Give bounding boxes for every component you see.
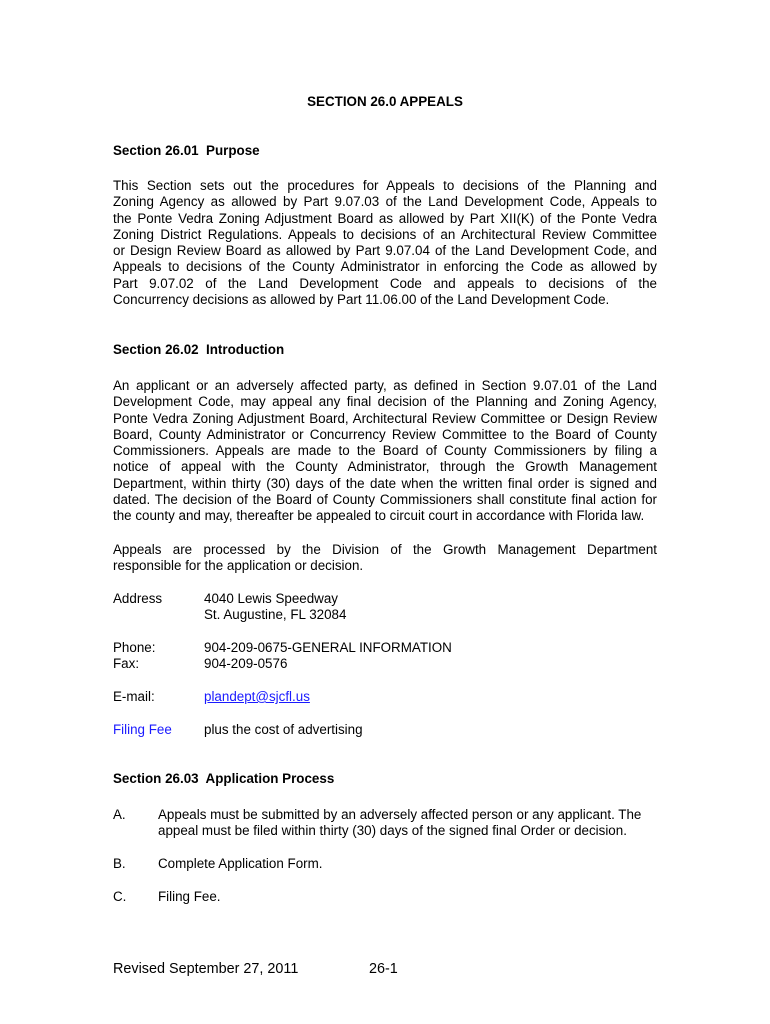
text-line: This Section sets out the procedures for Appeals to decisions of the Planning and (113, 178, 657, 193)
purpose-paragraph (113, 178, 657, 308)
filing-fee-value: plus the cost of advertising (204, 722, 363, 737)
text-line: responsible for the application or decision. (113, 558, 364, 574)
section-heading-application-process: Section 26.03 Application Process (113, 771, 335, 786)
section-heading-introduction: Section 26.02 Introduction (113, 342, 285, 357)
text-line: Filing Fee. (158, 889, 221, 904)
email-link[interactable]: plandept@sjcfl.us (204, 689, 310, 704)
text-line: dated. The decision of the Board of County Commissioners shall constitute final action for (113, 492, 657, 508)
text-line: Department, within thirty (30) days of the date when the written final order is signed and (113, 475, 657, 491)
text-line: Board, County Administrator or Concurrency Review Committee to the Board of County (113, 426, 657, 442)
list-marker: B. (113, 856, 126, 871)
address-line: 4040 Lewis Speedway (204, 591, 338, 606)
list-item-text (158, 856, 673, 872)
text-line: Appeals to decisions of the County Administrator in enforcing the Code as allowed by (113, 259, 657, 275)
text-line: the Ponte Vedra Zoning Adjustment Board as allowed by Part XII(K) of the Ponte Vedra (113, 210, 657, 226)
email-label: E-mail: (113, 689, 155, 704)
text-line: An applicant or an adversely affected party, as defined in Section 9.07.01 of the Land (113, 378, 657, 393)
list-item-text (158, 807, 673, 840)
address-value (204, 591, 346, 624)
text-line: notice of appeal with the County Administrator, through the Growth Management (113, 459, 657, 475)
phone-label: Phone: (113, 640, 156, 655)
footer-revised-date: Revised September 27, 2011 (113, 961, 299, 977)
introduction-paragraph (113, 378, 657, 525)
text-line: Commissioners. Appeals are made to the Board of County Commissioners by filing a (113, 443, 657, 459)
text-line: the county and may, thereafter be appealed to circuit court in accordance with Florida law. (113, 508, 645, 524)
footer-page-number: 26-1 (369, 961, 398, 977)
text-line: Development Code, may appeal any final decision of the Planning and Zoning Agency, (113, 394, 657, 410)
processing-paragraph (113, 542, 657, 575)
phone-fax-labels (113, 640, 155, 673)
text-line: Complete Application Form. (158, 856, 323, 871)
list-item-text (158, 889, 673, 905)
address-label: Address (113, 591, 163, 606)
text-line: Appeals must be submitted by an adversely affected person or any applicant. The (158, 807, 642, 822)
section-heading-purpose: Section 26.01 Purpose (113, 143, 260, 158)
text-line: Zoning Agency as allowed by Part 9.07.03 of the Land Development Code, Appeals to (113, 194, 657, 210)
text-line: Part 9.07.02 of the Land Development Code and appeals to decisions of the (113, 275, 657, 291)
text-line: Ponte Vedra Zoning Adjustment Board, Architectural Review Committee or Design Review (113, 410, 657, 426)
fax-label: Fax: (113, 656, 140, 672)
text-line: or Design Review Board as allowed by Part 9.07.04 of the Land Development Code, and (113, 243, 657, 259)
address-line: St. Augustine, FL 32084 (204, 607, 347, 623)
phone-fax-values (204, 640, 452, 673)
list-marker: A. (113, 807, 126, 822)
phone-value: 904-209-0675-GENERAL INFORMATION (204, 640, 452, 655)
text-line: Concurrency decisions as allowed by Part 11.06.00 of the Land Development Code. (113, 292, 610, 308)
fax-value: 904-209-0576 (204, 656, 288, 672)
page-title: SECTION 26.0 APPEALS (307, 94, 463, 109)
text-line: Zoning District Regulations. Appeals to decisions of an Architectural Review Committee (113, 226, 657, 242)
text-line: Appeals are processed by the Division of the Growth Management Department (113, 542, 657, 557)
text-line: appeal must be filed within thirty (30) days of the signed final Order or decision. (158, 823, 627, 839)
list-marker: C. (113, 889, 127, 904)
filing-fee-label[interactable]: Filing Fee (113, 722, 172, 737)
